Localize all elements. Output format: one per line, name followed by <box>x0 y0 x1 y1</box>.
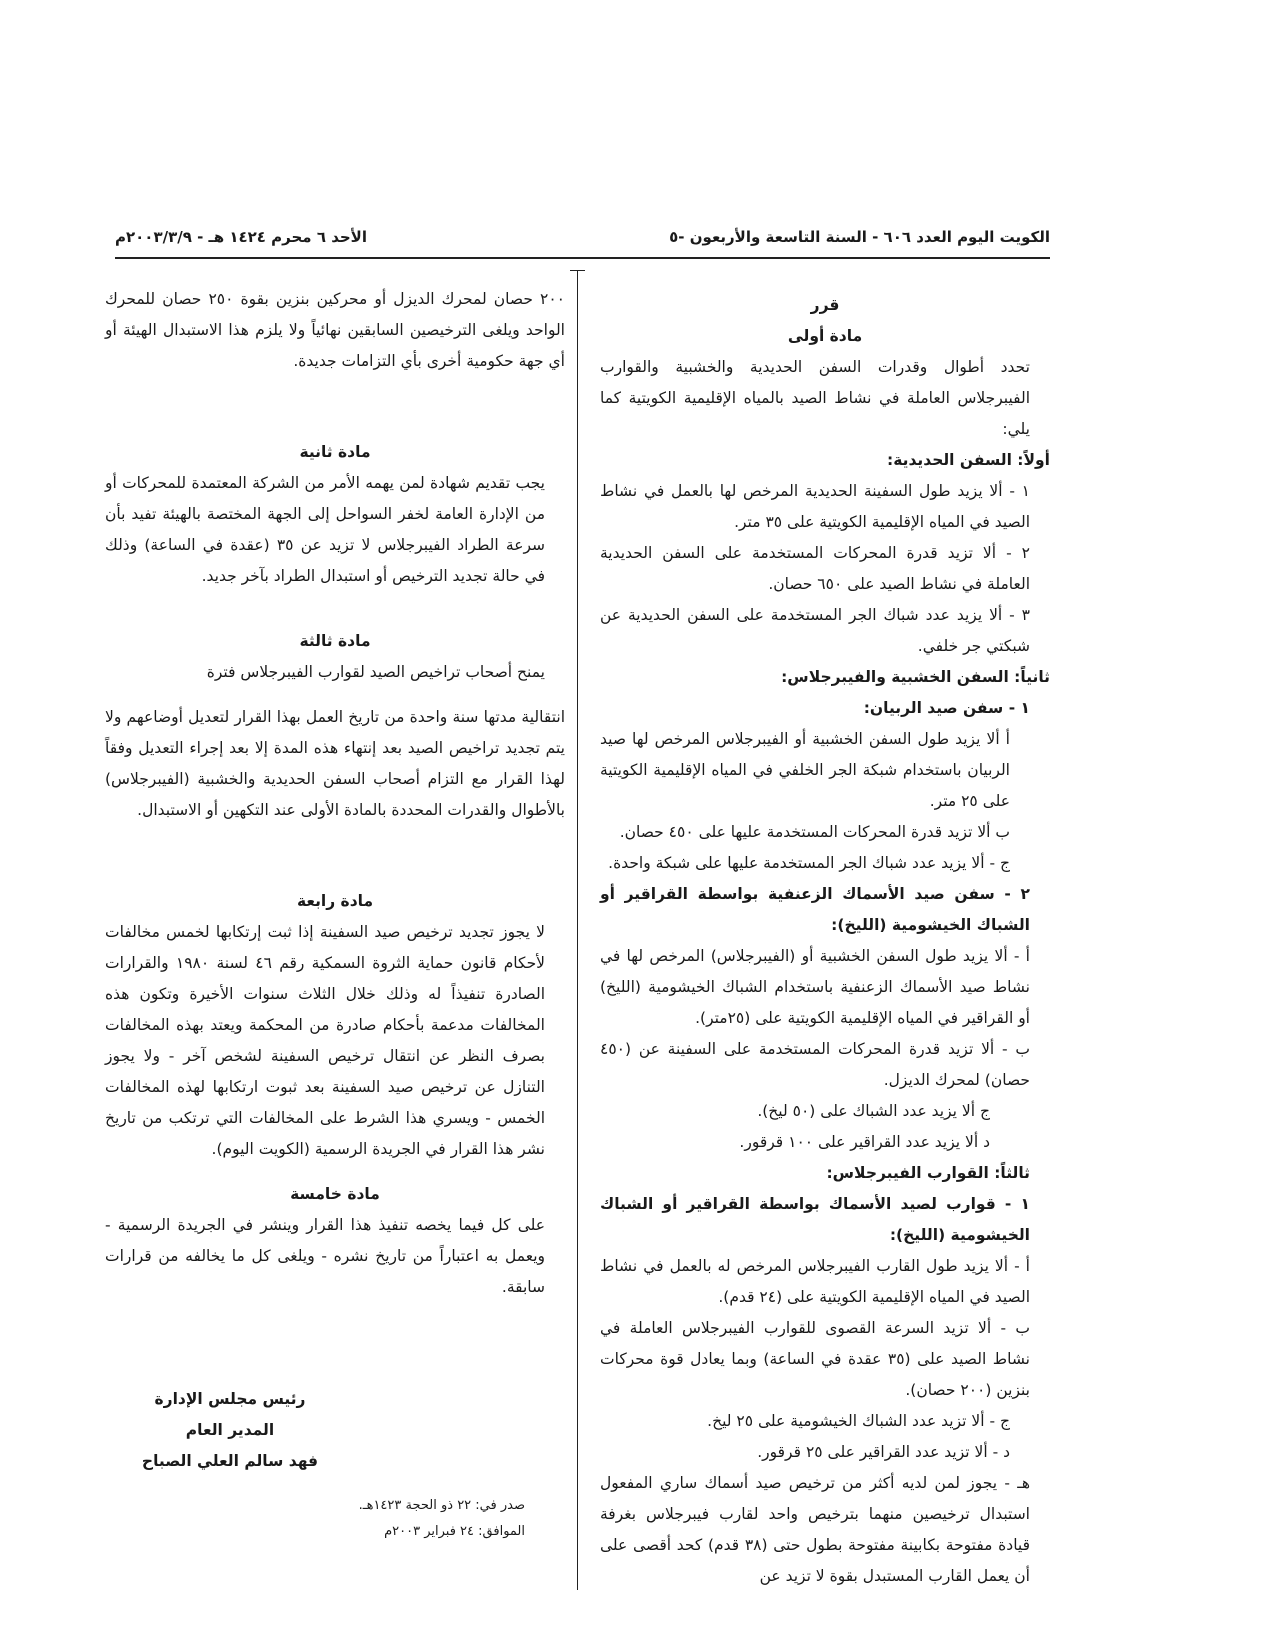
article-1-intro: تحدد أطوال وقدرات السفن الحديدية والخشبية والقوارب الفيبرجلاس العاملة في نشاط الصيد بالمياه الإقليمية الكويتية كما يلي: <box>600 358 1030 438</box>
section-second-1-b: ب ألا تزيد قدرة المحركات المستخدمة عليها على ٤٥٠ حصان. <box>619 823 1010 841</box>
section-second-1-c: ج - ألا يزيد عدد شباك الجر المستخدمة عليها على شبكة واحدة. <box>608 854 1010 872</box>
section-second-1-a: أ ألا يزيد طول السفن الخشبية أو الفيبرجلاس المرخص لها صيد الربيان باستخدام شبكة الجر الخلفي في المياه الإقليمية الكويتية على ٢٥ متر. <box>600 730 1010 810</box>
spacer <box>105 826 565 886</box>
section-second-2-heading: ٢ - سفن صيد الأسماك الزعنفية بواسطة القراقير أو الشباك الخيشومية (الليخ): <box>600 885 1030 934</box>
section-first-item-2: ٢ - ألا تزيد قدرة المحركات المستخدمة على السفن الحديدية العاملة في نشاط الصيد على ٦٥٠ حصان. <box>600 544 1030 593</box>
article-4-text: لا يجوز تجديد ترخيص صيد السفينة إذا ثبت إرتكابها لخمس مخالفات لأحكام قانون حماية الثروة السمكية رقم ٤٦ لسنة ١٩٨٠ والقرارات الصادرة تنفيذاً له وذلك خلال الثلاث سنوات الأخيرة وتكون هذه المخالفات مدعمة بأحكام صادرة من المحكمة ويعتد بهذه المخالفات بصرف النظر عن انتقال ترخيص السفينة لشخص آخر - ولا يجوز التنازل عن ترخيص صيد السفينة بعد ثبوت ارتكابها لهذه المخالفات الخمس - ويسري هذا الشرط على المخالفات التي ترتكب من تاريخ نشر هذا القرار في الجريدة الرسمية (الكويت اليوم). <box>105 923 545 1158</box>
section-first-item-1: ١ - ألا يزيد طول السفينة الحديدية المرخص لها بالعمل في نشاط الصيد في المياه الإقليمية الكويتية على ٣٥ متر. <box>600 482 1030 531</box>
spacer <box>105 377 565 437</box>
article-1-title: مادة أولى <box>787 327 863 345</box>
section-third-1-c: ج - ألا تزيد عدد الشباك الخيشومية على ٢٥ ليخ. <box>707 1412 1010 1430</box>
section-third-1-d: د - ألا تزيد عدد القراقير على ٢٥ قرقور. <box>757 1443 1010 1461</box>
header-date: الأحد ٦ محرم ١٤٢٤ هـ - ٢٠٠٣/٣/٩م <box>115 228 367 246</box>
section-first-item-3: ٣ - ألا يزيد عدد شباك الجر المستخدمة على السفن الحديدية عن شبكتي جر خلفي. <box>600 606 1030 655</box>
issue-date-block <box>315 1493 525 1545</box>
article-5-title: مادة خامسة <box>290 1185 380 1203</box>
header-rule <box>115 257 1050 259</box>
signature-role: المدير العام <box>185 1421 275 1439</box>
divider-tick <box>570 270 585 271</box>
article-3-title: مادة ثالثة <box>299 632 371 650</box>
section-second-heading: ثانياً: السفن الخشبية والفيبرجلاس: <box>781 668 1050 686</box>
section-second-2-a: أ - ألا يزيد طول السفن الخشبية أو (الفيبرجلاس) المرخص لها في نشاط صيد الأسماك الزعنفية باستخدام الشباك الخيشومية (الليخ) أو القراقير في المياه الإقليمية الكويتية على (٢٥متر). <box>600 947 1030 1027</box>
section-third-1-e: هـ - يجوز لمن لديه أكثر من ترخيص صيد أسماك ساري المفعول استبدال ترخيصين منهما بترخيص واحد لقارب فيبرجلاس بغرفة قيادة مفتوحة بكابينة مفتوحة بطول حتى (٣٨ قدم) كحد أقصى على أن يعمل القارب المستبدل بقوة لا تزيد عن <box>600 1474 1030 1585</box>
page-header <box>115 228 1050 254</box>
article-5-text: على كل فيما يخصه تنفيذ هذا القرار وينشر في الجريدة الرسمية - ويعمل به اعتباراً من تاريخ نشره - ويلغى كل ما يخالفه من قرارات سابقة. <box>105 1216 545 1296</box>
section-third-1-heading: ١ - قوارب لصيد الأسماك بواسطة القراقير أو الشباك الخيشومية (الليخ): <box>600 1195 1030 1244</box>
signature-block <box>130 1384 330 1477</box>
spacer <box>105 1165 565 1179</box>
section-second-2-c: ج ألا يزيد عدد الشباك على (٥٠ ليخ). <box>757 1102 990 1120</box>
signature-name: فهد سالم العلي الصباح <box>141 1452 319 1470</box>
article-3-first-line: يمنح أصحاب تراخيص الصيد لقوارب الفيبرجلاس فترة <box>206 663 545 681</box>
header-issue: الكويت اليوم العدد ٦٠٦ - السنة التاسعة والأربعون -٥ <box>669 228 1050 246</box>
article-3-text: انتقالية مدتها سنة واحدة من تاريخ العمل بهذا القرار لتعديل أوضاعهم ولا يتم تجديد تراخيص الصيد بعد إنتهاء هذه المدة إلا بعد إجراء التعديل وفقاً لهذا القرار مع التزام أصحاب السفن الحديدية والخشبية (الفيبرجلاس) بالأطوال والقدرات المحددة بالمادة الأولى عند التكهين أو الاستبدال. <box>105 708 565 819</box>
spacer <box>105 688 565 702</box>
section-first-heading: أولاً: السفن الحديدية: <box>887 451 1050 469</box>
section-second-2-b: ب - ألا تزيد قدرة المحركات المستخدمة على السفينة عن (٤٥٠ حصان) لمحرك الديزل. <box>600 1040 1030 1089</box>
spacer <box>105 592 565 626</box>
column-divider <box>577 270 578 1590</box>
article-1-continuation: ٢٠٠ حصان لمحرك الديزل أو محركين بنزين بقوة ٢٥٠ حصان للمحرك الواحد ويلغى الترخيصين السابقين نهائياً ولا يلزم هذا الاستبدال الهيئة أو أي جهة حكومية أخرى بأي التزامات جديدة. <box>105 290 565 370</box>
signature-title: رئيس مجلس الإدارة <box>154 1390 306 1408</box>
section-third-1-b: ب - ألا تزيد السرعة القصوى للقوارب الفيبرجلاس العاملة في نشاط الصيد على (٣٥ عقدة في الساعة) وبما يعادل قوة محركات بنزين (٢٠٠ حصان). <box>600 1319 1030 1399</box>
article-4-title: مادة رابعة <box>296 892 374 910</box>
article-2-title: مادة ثانية <box>299 443 371 461</box>
right-column <box>600 290 1050 1592</box>
issued-hijri-date: صدر في: ٢٢ ذو الحجة ١٤٢٣هـ. <box>358 1498 525 1513</box>
section-third-1-a: أ - ألا يزيد طول القارب الفيبرجلاس المرخص له بالعمل في نشاط الصيد في المياه الإقليمية الكويتية على (٢٤ قدم). <box>600 1257 1030 1306</box>
section-second-2-d: د ألا يزيد عدد القراقير على ١٠٠ قرقور. <box>739 1133 990 1151</box>
decided-heading: قرر <box>810 296 840 314</box>
section-third-heading: ثالثاً: القوارب الفيبرجلاس: <box>826 1164 1030 1182</box>
issued-gregorian-date: الموافق: ٢٤ فبراير ٢٠٠٣م <box>384 1524 525 1539</box>
left-column <box>105 284 565 1303</box>
section-second-1-heading: ١ - سفن صيد الربيان: <box>863 699 1030 717</box>
article-2-text: يجب تقديم شهادة لمن يهمه الأمر من الشركة المعتمدة للمحركات أو من الإدارة العامة لخفر السواحل إلى الجهة المختصة بالهيئة تفيد بأن سرعة الطراد الفيبرجلاس لا تزيد عن ٣٥ (عقدة في الساعة) وذلك في حالة تجديد الترخيص أو استبدال الطراد بآخر جديد. <box>105 474 545 585</box>
